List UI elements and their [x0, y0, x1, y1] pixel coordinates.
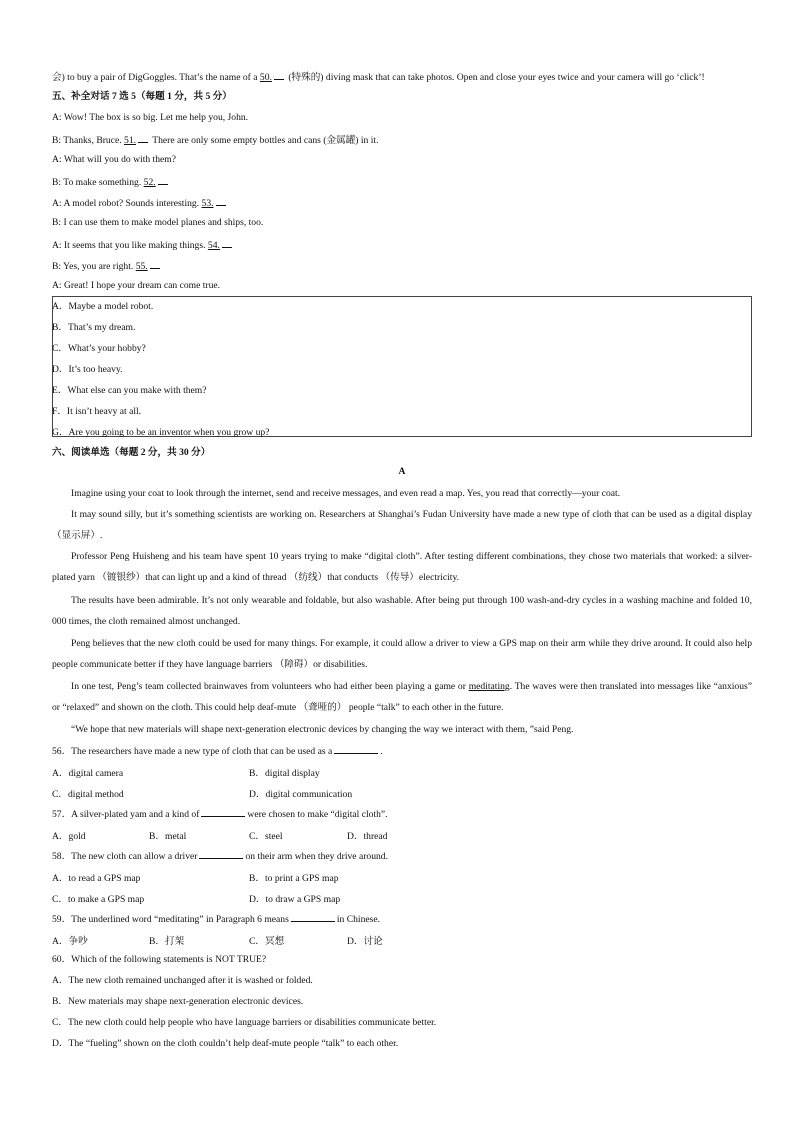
line-text: (特殊的) diving mask that can take photos. Open and close your eyes twice and your camera will go ‘click’! — [288, 72, 705, 83]
blank-53: 53. — [201, 198, 214, 209]
question-58: 58．The new cloth can allow a driver on their arm when they drive around. — [52, 851, 388, 862]
q58-option-b: B．to print a GPS map — [249, 873, 339, 884]
answer-blank — [201, 807, 245, 817]
continuation-line — [52, 70, 705, 84]
line-text: 会) to buy a pair of DigGoggles. That’s the name of a — [52, 72, 258, 83]
q57-option-d: D．thread — [347, 831, 388, 842]
blank-54: 54. — [207, 240, 220, 251]
blank-51: 51. — [124, 135, 137, 146]
dialogue-line: B: Thanks, Bruce. 51. There are only some empty bottles and cans (金属罐) in it. — [52, 135, 379, 146]
answer-blank — [291, 912, 335, 922]
question-56: 56．The researchers have made a new type of cloth that can be used as a . — [52, 746, 383, 757]
option-d: D．It’s too heavy. — [52, 364, 123, 375]
option-e: E．What else can you make with them? — [52, 385, 207, 396]
paragraph-6: In one test, Peng’s team collected brainwaves from volunteers who had either been playing a game or meditating. The waves were then translated into messages like “anxious” or “relaxed” and shown on the cloth. This could help deaf-mute （聋哑的） people “talk” to each other in the future. — [52, 681, 752, 713]
question-60: 60．Which of the following statements is NOT TRUE? — [52, 954, 267, 965]
blank-line — [274, 70, 284, 80]
question-57: 57．A silver-plated yam and a kind of were chosen to make “digital cloth”. — [52, 809, 388, 820]
options-box — [52, 296, 752, 437]
q57-option-b: B．metal — [149, 831, 187, 842]
q56-option-d: D．digital communication — [249, 789, 353, 800]
q60-option-b: B．New materials may shape next-generation electronic devices. — [52, 996, 304, 1007]
paragraph-7: “We hope that new materials will shape next-generation electronic devices by changing the way we interact with them, ”said Peng. — [71, 724, 574, 735]
q60-option-c: C．The new cloth could help people who have language barriers or disabilities communicate better. — [52, 1017, 437, 1028]
dialogue-line: A: Wow! The box is so big. Let me help you, John. — [52, 112, 249, 123]
q59-option-a: A．争吵 — [52, 936, 88, 947]
q56-option-c: C．digital method — [52, 789, 124, 800]
section5-heading: 五、补全对话 7 选 5（每题 1 分，共 5 分） — [52, 91, 232, 102]
q56-option-a: A．digital camera — [52, 768, 124, 779]
paragraph-1: Imagine using your coat to look through the internet, send and receive messages, and even read a map. Yes, you read that correctly—your coat. — [71, 488, 621, 499]
q60-option-d: D．The “fueling” shown on the cloth couldn’t help deaf-mute people “talk” to each other. — [52, 1038, 399, 1049]
section6-heading: 六、阅读单选（每题 2 分，共 30 分） — [52, 447, 211, 458]
q58-option-c: C．to make a GPS map — [52, 894, 145, 905]
q58-option-a: A．to read a GPS map — [52, 873, 141, 884]
dialogue-line: B: To make something. 52. — [52, 175, 170, 189]
underlined-word: meditating — [468, 681, 510, 692]
q60-option-a: A．The new cloth remained unchanged after it is washed or folded. — [52, 975, 313, 986]
option-c: C．What’s your hobby? — [52, 343, 146, 354]
blank-52: 52. — [143, 177, 156, 188]
blank-55: 55. — [135, 261, 148, 272]
dialogue-line: A: Great! I hope your dream can come true. — [52, 280, 221, 291]
option-g: G．Are you going to be an inventor when you grow up? — [52, 427, 270, 438]
dialogue-line: A: It seems that you like making things. 54. — [52, 238, 234, 252]
paragraph-5: Peng believes that the new cloth could be used for many things. For example, it could allow a driver to view a GPS map on their arm while they drive around. It could also help people communicate better if they have language barriers （障碍）or disabilities. — [52, 638, 752, 670]
q56-option-b: B．digital display — [249, 768, 320, 779]
dialogue-line: A: What will you do with them? — [52, 154, 176, 165]
option-a: A．Maybe a model robot. — [52, 301, 154, 312]
paragraph-4: The results have been admirable. It’s not only wearable and foldable, but also washable. After being put through 100 wash-and-dry cycles in a washing machine and folded 10, 000 times, the cloth remained almost unchanged. — [52, 595, 752, 627]
question-59: 59．The underlined word “meditating” in Paragraph 6 means in Chinese. — [52, 914, 381, 925]
dialogue-line: A: A model robot? Sounds interesting. 53. — [52, 196, 228, 210]
option-f: F．It isn’t heavy at all. — [52, 406, 142, 417]
answer-blank — [334, 744, 378, 754]
answer-blank — [199, 849, 243, 859]
paragraph-3: Professor Peng Huisheng and his team have spent 10 years trying to make “digital cloth”. After testing different combinations, they chose two materials that worked: a silver-plated yarn （镀银纱）that can light up and a kind of thread （纺线）that conducts （传导）electricity. — [52, 551, 752, 583]
option-b: B．That’s my dream. — [52, 322, 136, 333]
dialogue-line: B: I can use them to make model planes and ships, too. — [52, 217, 264, 228]
q59-option-b: B．打架 — [149, 936, 185, 947]
paragraph-2: It may sound silly, but it’s something scientists are working on. Researchers at Shanghai’s Fudan University have made a new type of cloth that can be used as a digital display （显示屏）. — [52, 509, 752, 541]
dialogue-line: B: Yes, you are right. 55. — [52, 259, 162, 273]
q59-option-c: C．冥想 — [249, 936, 285, 947]
passage-title: A — [398, 466, 406, 477]
q57-option-a: A．gold — [52, 831, 86, 842]
blank-50: 50. — [259, 72, 272, 83]
q59-option-d: D．讨论 — [347, 936, 383, 947]
q58-option-d: D．to draw a GPS map — [249, 894, 341, 905]
q57-option-c: C．steel — [249, 831, 283, 842]
